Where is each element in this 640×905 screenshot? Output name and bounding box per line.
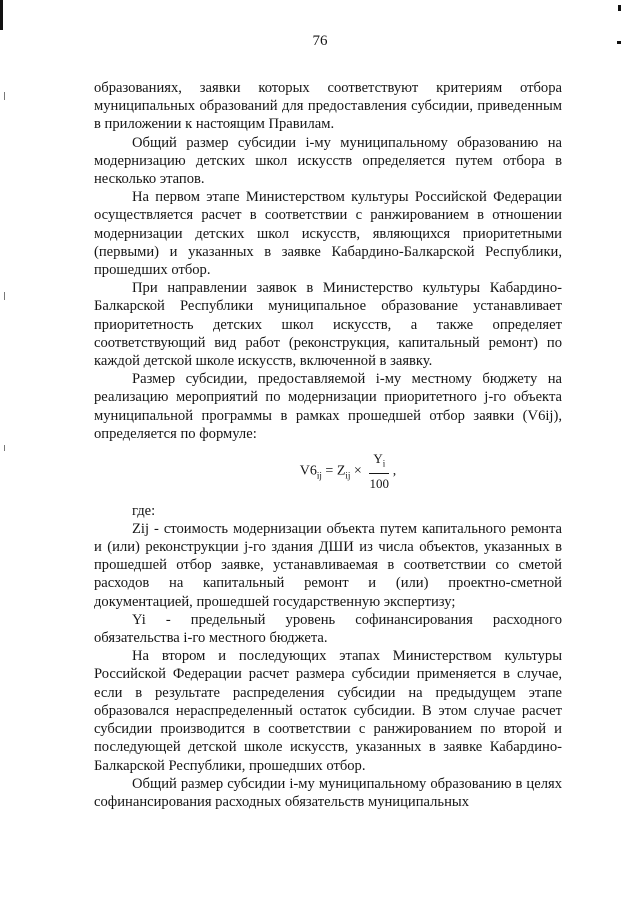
paragraph: Yi - предельный уровень софинансирования расходного обязательства i-го местного бюджета.	[94, 611, 562, 647]
paragraph: Общий размер субсидии i-му муниципальному образованию в целях софинансирования расходных обязательств муниципальных	[94, 775, 562, 810]
formula-trailing-comma: ,	[392, 463, 397, 479]
formula-times: ×	[353, 463, 362, 479]
paragraph: При направлении заявок в Министерство культуры Кабардино-Балкарской Республики муниципальное образование устанавливает приоритетность детских школ искусств, а также определяет соответствующий вид работ (реконструкция, капитальный ремонт) по каждой детской школе искусств, включенной в заявку.	[94, 280, 562, 370]
formula-numerator-subscript: i	[382, 458, 386, 469]
formula-lhs: V6	[299, 463, 317, 479]
paragraph: образованиях, заявки которых соответствуют критериям отбора муниципальных образований для предоставления субсидии, приведенным в приложении к настоящим Правилам.	[94, 80, 562, 133]
formula-z: Z	[336, 463, 346, 479]
formula-z-subscript: ij	[345, 470, 351, 481]
scan-margin-tick	[4, 445, 5, 451]
paragraph: На втором и последующих этапах Министерством культуры Российской Федерации расчет размера субсидии применяется в случае, если в результате распределения субсидии на предыдущем этапе образовался нераспределенный остаток субсидии. В этом случае расчет субсидии производится в соответствии с ранжированием по второй и последующей детской школе искусств, указанных в заявке Кабардино-Балкарской Республики, прошедших отбор.	[94, 648, 562, 774]
formula-fraction	[369, 451, 389, 492]
paragraph: На первом этапе Министерством культуры Российской Федерации осуществляется расчет в соответствии с ранжированием в отношении модернизации детских школ искусств, являющихся приоритетными (первыми) и указанных в заявке Кабардино-Балкарской Республики, прошедших отбор.	[94, 189, 562, 279]
document-body	[94, 79, 562, 811]
paragraph: где:	[132, 502, 156, 519]
paragraph: Общий размер субсидии i-му муниципальному образованию на модернизацию детских школ искусств определяется путем отбора в несколько этапов.	[94, 134, 562, 188]
scan-corner-mark	[618, 5, 621, 11]
scan-edge-mark	[0, 0, 3, 30]
scan-margin-tick	[4, 292, 5, 300]
subsidy-formula	[94, 451, 562, 492]
paragraph: Zij - стоимость модернизации объекта путем капитального ремонта и (или) реконструкции j-го здания ДШИ из числа объектов, указанных в прошедшей отбор заявке, устанавливаемая в соответствии со сметой расходов на капитальный ремонт и (или) проектно-сметной документацией, прошедшей государственную экспертизу;	[94, 520, 562, 610]
formula-numerator: $Y_i$	[369, 451, 389, 474]
scan-margin-tick	[4, 92, 5, 100]
formula-equals: =	[325, 463, 334, 479]
page-number: 76	[312, 33, 328, 49]
formula-denominator: 100	[369, 475, 390, 491]
formula-lhs-subscript: ij	[316, 470, 322, 481]
paragraph: Размер субсидии, предоставляемой i-му местному бюджету на реализацию мероприятий по модернизации приоритетного j-го объекта муниципальной программы в рамках прошедшей отбор заявки (V6ij), определяется по формуле:	[94, 371, 562, 442]
